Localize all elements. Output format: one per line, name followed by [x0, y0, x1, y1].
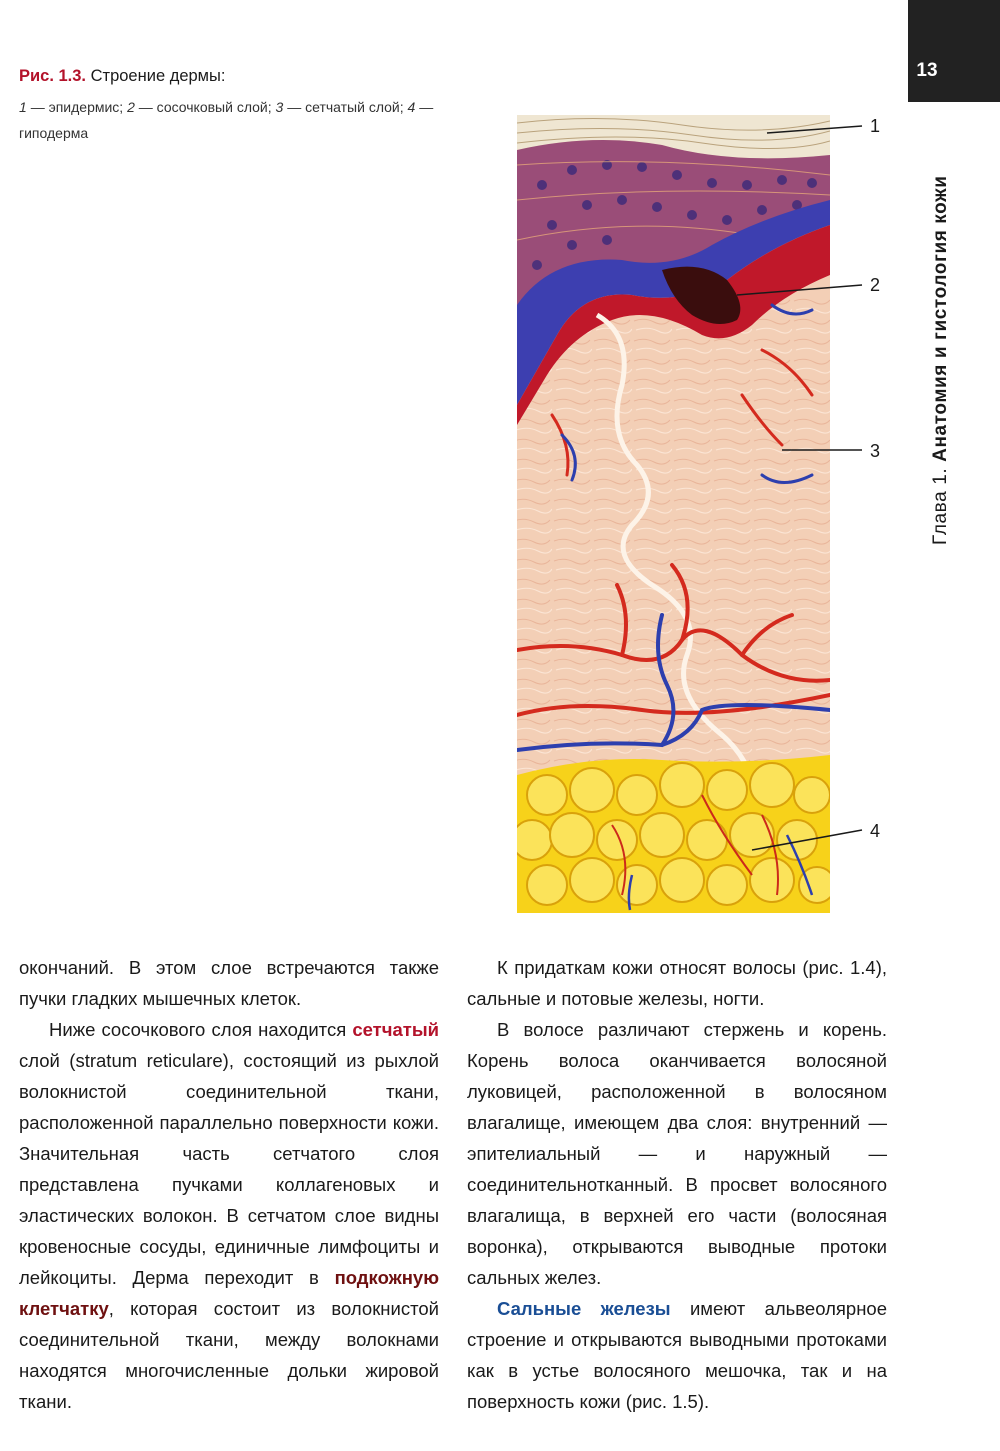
right-column [467, 952, 887, 1417]
legend-text-3: — сетчатый слой; [287, 99, 404, 115]
legend-num-3: 3 [275, 99, 284, 115]
figure-title: Строение дермы: [90, 67, 226, 85]
figure-caption [19, 62, 479, 146]
legend-num-1: 1 [19, 99, 27, 115]
left-p2-text-2: слой (stratum reticulare), состоящий из рыхлой волокнистой соединительной ткани, расположенной параллельно поверхности кожи. Значительная часть сетчатого слоя представлена пучками коллагеновых и эластических волокон. В сетчатом слое видны кровеносные сосуды, единичные лимфоциты и лейкоциты. Дерма переходит в [19, 1050, 439, 1288]
left-p2-text-3: , которая состоит из волокнистой соединительной ткани, между волокнами находятся многочисленные дольки жировой ткани. [19, 1298, 439, 1412]
running-head-title: Анатомия и гистология кожи [930, 175, 951, 462]
legend-num-4: 4 [407, 99, 416, 115]
right-paragraph-3 [467, 1293, 887, 1417]
figure-label: Рис. 1.3. [19, 67, 87, 85]
legend-text-4: — гиподерма [19, 99, 434, 141]
right-p3-text: имеют альвеолярное строение и открываются выводными протоками как в устье волосяного мешочка, так и на поверхность кожи (рис. 1.5). [467, 1298, 887, 1412]
legend-text-2: — сосочковый слой; [138, 99, 272, 115]
left-paragraph-1: окончаний. В этом слое встречаются также пучки гладких мышечных клеток. [19, 957, 439, 1009]
page-number: 13 [916, 60, 938, 81]
term-sebaceous-glands: Сальные железы [497, 1298, 671, 1319]
callout-1: 1 [870, 116, 881, 136]
callout-2: 2 [870, 275, 881, 295]
term-subcutaneous: подкожную клетчатку [19, 1267, 440, 1319]
fat-lobules [512, 763, 835, 905]
left-paragraph-2 [19, 1014, 439, 1417]
figure-legend [19, 94, 479, 146]
dermis-drawing [512, 95, 892, 920]
right-paragraph-2: В волосе различают стержень и корень. Корень волоса оканчивается волосяной луковицей, расположенной в волосяном влагалище, имеющем два слоя: внутренний — эпителиальный — и наружный — соединительнотканный. В просвет волосяного влагалища, в верхней его части (волосяная воронка), открываются выводные протоки сальных желез. [467, 1019, 887, 1288]
running-head-chapter: Глава 1. [930, 467, 951, 545]
legend-num-2: 2 [127, 99, 135, 115]
term-reticular: сетчатый [352, 1019, 439, 1040]
callout-4: 4 [870, 821, 881, 841]
left-p2-text-1: Ниже сосочкового слоя находится [49, 1019, 347, 1040]
dermis-illustration [512, 95, 892, 920]
left-column [19, 952, 439, 1417]
running-head [930, 176, 952, 545]
callout-3: 3 [870, 441, 881, 461]
caption-title-line [19, 62, 479, 90]
legend-text-1: — эпидермис; [30, 99, 124, 115]
page-number-tab [908, 0, 1000, 102]
right-paragraph-1: К придаткам кожи относят волосы (рис. 1.4), сальные и потовые железы, ногти. [467, 957, 887, 1009]
